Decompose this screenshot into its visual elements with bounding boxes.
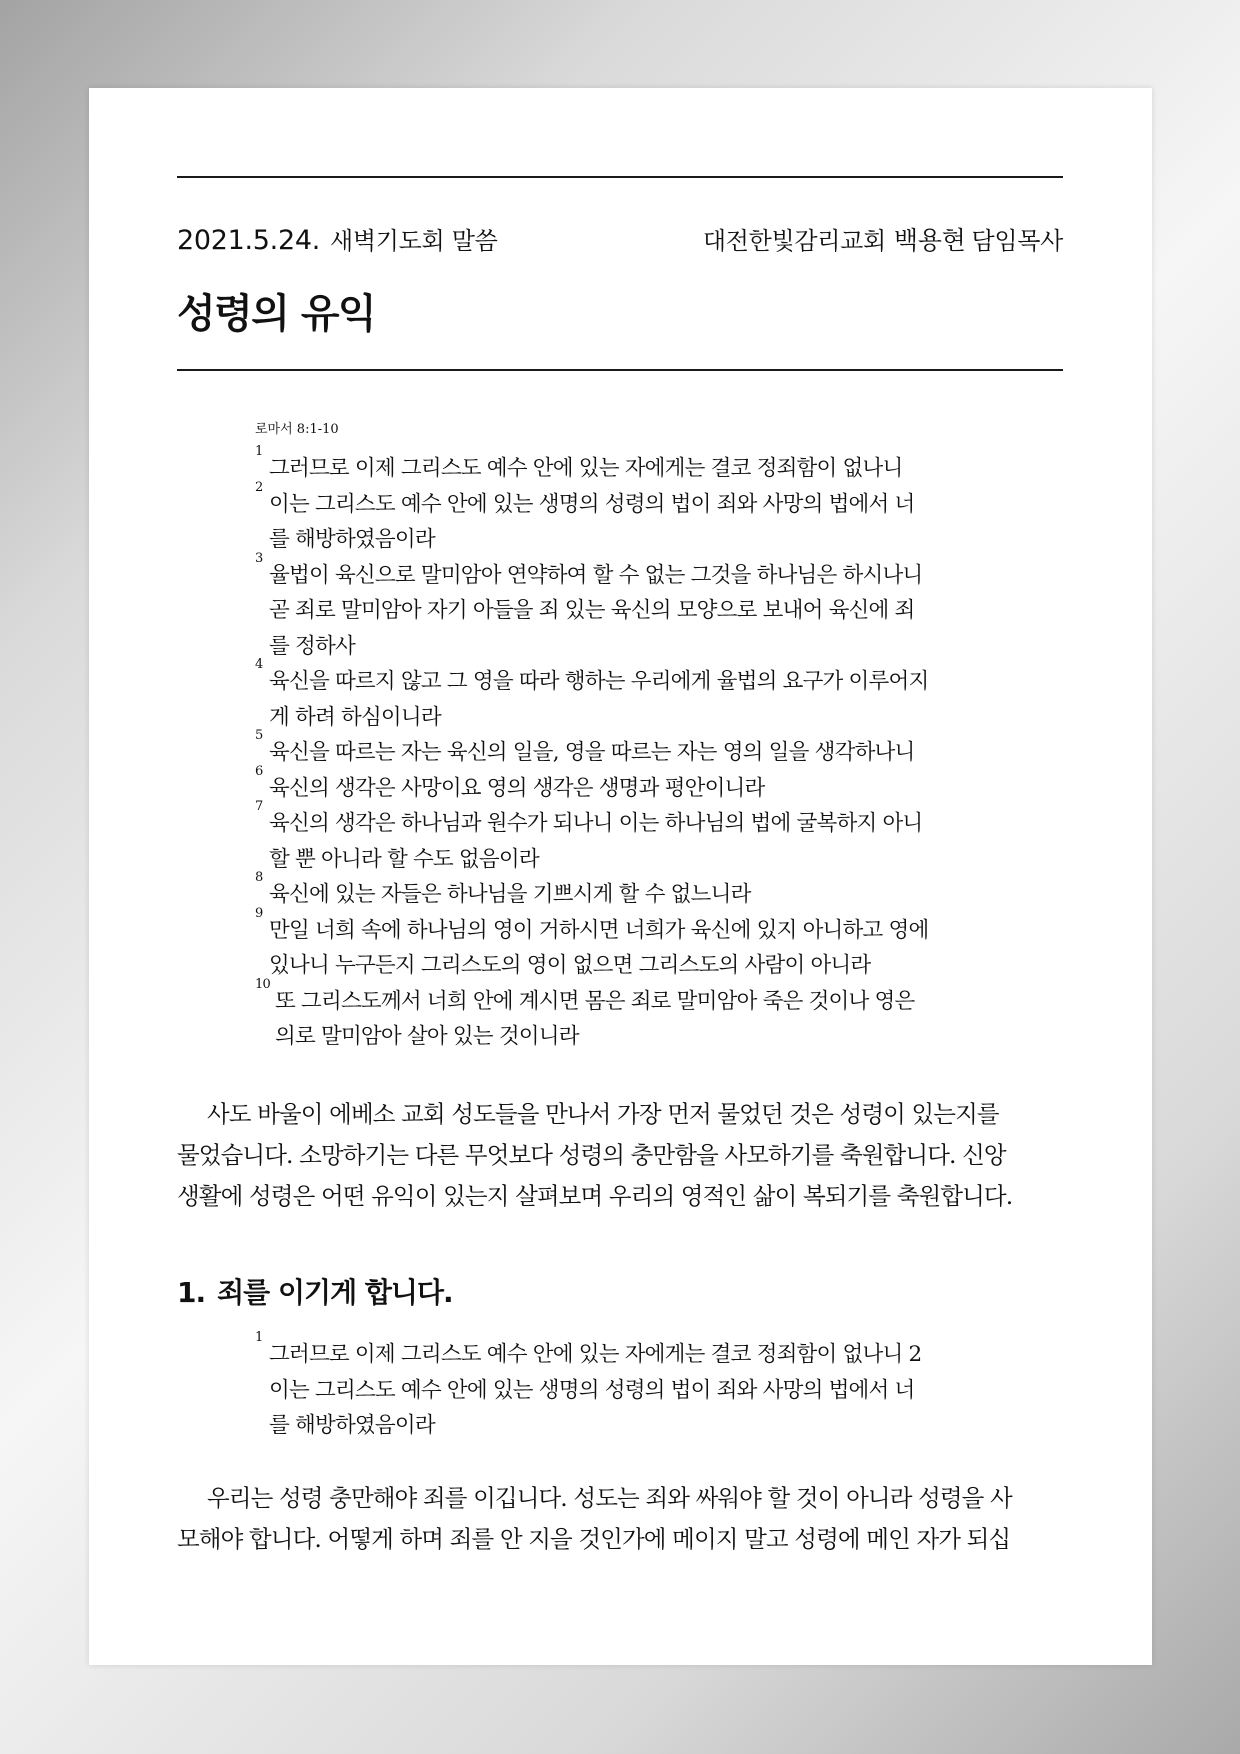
- verse-number: 3: [255, 550, 263, 566]
- verse-line: 있나니 누구든지 그리스도의 영이 없으면 그리스도의 사람이 아니라: [269, 953, 871, 978]
- verse-line: 만일 너희 속에 하나님의 영이 거하시면 너희가 육신에 있지 아니하고 영에: [269, 917, 929, 943]
- verse-item: [255, 550, 990, 665]
- verse-number: 2: [255, 479, 263, 495]
- verse-number: 6: [255, 763, 263, 779]
- verse-number: 7: [255, 799, 263, 814]
- verse-line: 할 뿐 아니라 할 수도 없음이라: [269, 846, 539, 872]
- intro-paragraph: [177, 1094, 1063, 1217]
- church-name: 대전한빛감리교회: [702, 227, 886, 255]
- verse-item: [255, 479, 990, 558]
- verse-item: [255, 444, 990, 487]
- verse-number: 1: [255, 444, 263, 459]
- paragraph-line: 우리는 성령 충만해야 죄를 이깁니다. 성도는 죄와 싸워야 할 것이 아니라 성령을 사: [207, 1484, 1012, 1512]
- verse-number: 5: [255, 728, 263, 743]
- sermon-date: 2021.5.24.: [177, 225, 320, 256]
- paragraph-line: 생활에 성령은 어떤 유익이 있는지 살펴보며 우리의 영적인 삶이 복되기를 축원합니다.: [177, 1182, 1013, 1210]
- top-rule: [177, 176, 1063, 178]
- verse-line: 의로 말미암아 살아 있는 것이니라: [275, 1024, 579, 1049]
- section-quote: [255, 1330, 1004, 1444]
- verse-item: [255, 728, 990, 771]
- verse-item: [255, 905, 990, 984]
- section-title: 죄를 이기게 합니다.: [217, 1276, 453, 1309]
- verse-item: [255, 657, 990, 735]
- quote-line: 를 해방하였음이라: [269, 1413, 435, 1438]
- pastor-title: 담임목사: [971, 227, 1063, 255]
- verse-item: [255, 763, 990, 807]
- verse-item: [255, 976, 990, 1055]
- verse-line: 곧 죄로 말미암아 자기 아들을 죄 있는 육신의 모양으로 보내어 육신에 죄: [269, 598, 915, 623]
- verse-line: 육신의 생각은 사망이요 영의 생각은 생명과 평안이니라: [269, 775, 765, 801]
- document-page: [89, 88, 1152, 1665]
- bottom-rule: [177, 369, 1063, 371]
- paragraph-line: 모해야 합니다. 어떻게 하며 죄를 안 지을 것인가에 메이지 말고 성령에 메인 자가 되십: [177, 1525, 1011, 1553]
- verse-line: 를 정하사: [269, 633, 355, 659]
- verse-line: 그러므로 이제 그리스도 예수 안에 있는 자에게는 결코 정죄함이 없나니: [269, 456, 903, 481]
- section-number: 1.: [177, 1276, 206, 1309]
- section-paragraph: [177, 1478, 1063, 1560]
- verse-number: 1: [255, 1330, 263, 1345]
- scripture-reference: 로마서 8:1-10: [255, 422, 339, 437]
- verse-item: [255, 870, 990, 913]
- verse-line: 또 그리스도께서 너희 안에 계시면 몸은 죄로 말미암아 죽은 것이나 영은: [275, 988, 915, 1014]
- quote-line: 이는 그리스도 예수 안에 있는 생명의 성령의 법이 죄와 사망의 법에서 너: [269, 1377, 915, 1403]
- verse-line: 이는 그리스도 예수 안에 있는 생명의 성령의 법이 죄와 사망의 법에서 너: [269, 491, 915, 517]
- verse-line: 를 해방하였음이라: [269, 527, 435, 552]
- service-name: 새벽기도회 말씀: [330, 227, 498, 255]
- paragraph-line: 사도 바울이 에베소 교회 성도들을 만나서 가장 먼저 물었던 것은 성령이 있는지를: [207, 1100, 999, 1128]
- paragraph-line: 물었습니다. 소망하기는 다른 무엇보다 성령의 충만함을 사모하기를 축원합니다. 신앙: [177, 1141, 1006, 1169]
- quote-line: 그러므로 이제 그리스도 예수 안에 있는 자에게는 결코 정죄함이 없나니 2: [269, 1342, 922, 1367]
- verse-line: 육신의 생각은 하나님과 원수가 되나니 이는 하나님의 법에 굴복하지 아니: [269, 811, 923, 836]
- verse-line: 율법이 육신으로 말미암아 연약하여 할 수 없는 그것을 하나님은 하시나니: [269, 562, 923, 588]
- verse-number: 10: [255, 976, 270, 992]
- pastor-name: 백용현: [893, 226, 966, 255]
- section-heading: [177, 1271, 453, 1311]
- verse-line: 육신을 따르지 않고 그 영을 따라 행하는 우리에게 율법의 요구가 이루어지: [269, 669, 929, 694]
- verse-line: 육신에 있는 자들은 하나님을 기쁘시게 할 수 없느니라: [269, 882, 751, 907]
- verse-item: [255, 799, 990, 877]
- verse-number: 8: [255, 870, 263, 885]
- verse-number: 4: [255, 657, 263, 672]
- verse-number: 9: [255, 905, 263, 921]
- verse-line: 육신을 따르는 자는 육신의 일을, 영을 따르는 자는 영의 일을 생각하나니: [269, 740, 915, 765]
- sermon-title: 성령의 유익: [177, 291, 376, 337]
- verse-line: 게 하려 하심이니라: [269, 704, 441, 730]
- scripture-verses: [255, 444, 990, 1055]
- header-right: [703, 221, 1063, 257]
- header-left: [177, 221, 498, 256]
